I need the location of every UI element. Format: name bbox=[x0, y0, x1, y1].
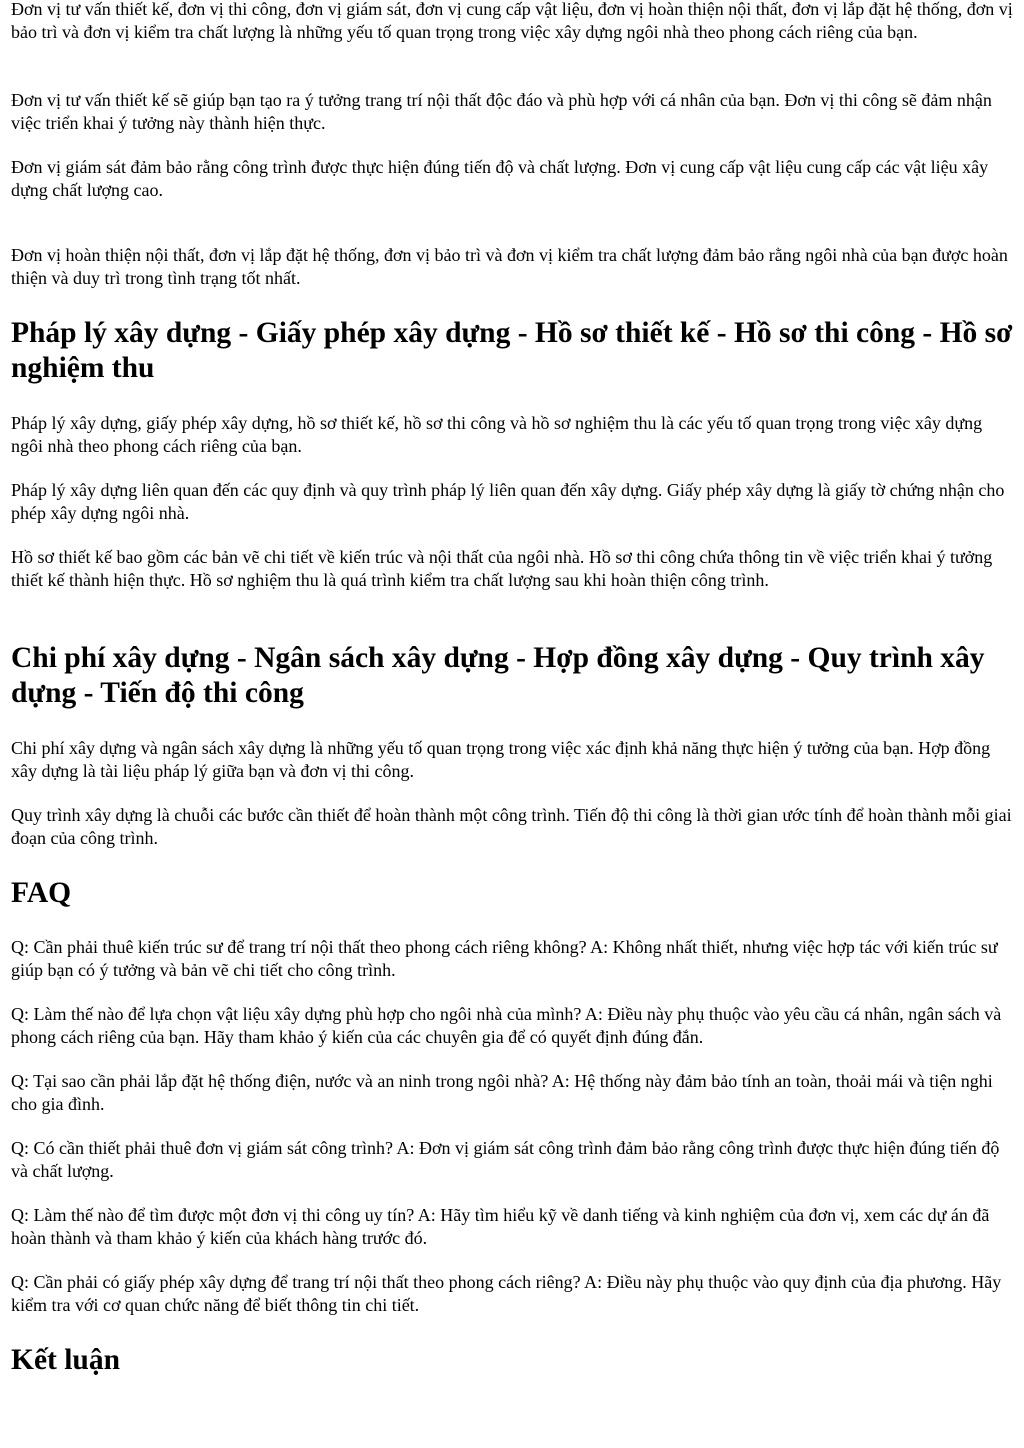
cost-paragraph-1: Chi phí xây dựng và ngân sách xây dựng là những yếu tố quan trọng trong việc xác định khả năng thực hiện ý tưởng của bạn. Hợp đồng xây dựng là tài liệu pháp lý giữa bạn và đơn vị thi công. bbox=[11, 738, 991, 782]
faq-item: Q: Cần phải thuê kiến trúc sư để trang trí nội thất theo phong cách riêng không? A: Không nhất thiết, nhưng việc hợp tác với kiến trúc sư giúp bạn có ý tưởng và bản vẽ chi tiết cho công trình. bbox=[11, 937, 998, 981]
section-heading-conclusion: Kết luận bbox=[11, 1344, 120, 1376]
legal-paragraph-1: Pháp lý xây dựng, giấy phép xây dựng, hồ sơ thiết kế, hồ sơ thi công và hồ sơ nghiệm thu là các yếu tố quan trọng trong việc xây dựng ngôi nhà theo phong cách riêng của bạn. bbox=[11, 413, 983, 457]
intro-paragraph-3: Đơn vị giám sát đảm bảo rằng công trình được thực hiện đúng tiến độ và chất lượng. Đơn vị cung cấp vật liệu cung cấp các vật liệu xây dựng chất lượng cao. bbox=[11, 157, 989, 201]
faq-item: Q: Có cần thiết phải thuê đơn vị giám sát công trình? A: Đơn vị giám sát công trình đảm bảo rằng công trình được thực hiện đúng tiến độ và chất lượng. bbox=[11, 1138, 1000, 1182]
cost-paragraph-2: Quy trình xây dựng là chuỗi các bước cần thiết để hoàn thành một công trình. Tiến độ thi công là thời gian ước tính để hoàn thành mỗi giai đoạn của công trình. bbox=[11, 805, 1012, 849]
legal-paragraph-3: Hồ sơ thiết kế bao gồm các bản vẽ chi tiết về kiến trúc và nội thất của ngôi nhà. Hồ sơ thi công chứa thông tin về việc triển khai ý tưởng thiết kế thành hiện thực. Hồ sơ nghiệm thu là quá trình kiểm tra chất lượng sau khi hoàn thiện công trình. bbox=[11, 547, 993, 591]
intro-paragraph-4: Đơn vị hoàn thiện nội thất, đơn vị lắp đặt hệ thống, đơn vị bảo trì và đơn vị kiểm tra chất lượng đảm bảo rằng ngôi nhà của bạn được hoàn thiện và duy trì trong tình trạng tốt nhất. bbox=[11, 245, 1008, 289]
faq-item: Q: Làm thế nào để lựa chọn vật liệu xây dựng phù hợp cho ngôi nhà của mình? A: Điều này phụ thuộc vào yêu cầu cá nhân, ngân sách và phong cách riêng của bạn. Hãy tham khảo ý kiến của các chuyên gia để có quyết định đúng đắn. bbox=[11, 1004, 1002, 1048]
section-heading-cost: Chi phí xây dựng - Ngân sách xây dựng - Hợp đồng xây dựng - Quy trình xây dựng - Tiến độ thi công bbox=[11, 642, 985, 709]
section-heading-faq: FAQ bbox=[11, 877, 72, 909]
intro-paragraph-1: Đơn vị tư vấn thiết kế, đơn vị thi công, đơn vị giám sát, đơn vị cung cấp vật liệu, đơn vị hoàn thiện nội thất, đơn vị lắp đặt hệ thống, đơn vị bảo trì và đơn vị kiểm tra chất lượng là những yếu tố quan trọng trong việc xây dựng ngôi nhà theo phong cách riêng của bạn. bbox=[11, 0, 1013, 43]
faq-item: Q: Cần phải có giấy phép xây dựng để trang trí nội thất theo phong cách riêng? A: Điều này phụ thuộc vào quy định của địa phương. Hãy kiểm tra với cơ quan chức năng để biết thông tin chi tiết. bbox=[11, 1272, 1002, 1316]
faq-item: Q: Tại sao cần phải lắp đặt hệ thống điện, nước và an ninh trong ngôi nhà? A: Hệ thống này đảm bảo tính an toàn, thoải mái và tiện nghi cho gia đình. bbox=[11, 1071, 993, 1115]
section-heading-legal: Pháp lý xây dựng - Giấy phép xây dựng - Hồ sơ thiết kế - Hồ sơ thi công - Hồ sơ nghiệm thu bbox=[11, 317, 1013, 384]
legal-paragraph-2: Pháp lý xây dựng liên quan đến các quy định và quy trình pháp lý liên quan đến xây dựng. Giấy phép xây dựng là giấy tờ chứng nhận cho phép xây dựng ngôi nhà. bbox=[11, 480, 1005, 524]
intro-paragraph-2: Đơn vị tư vấn thiết kế sẽ giúp bạn tạo ra ý tưởng trang trí nội thất độc đáo và phù hợp với cá nhân của bạn. Đơn vị thi công sẽ đảm nhận việc triển khai ý tưởng này thành hiện thực. bbox=[11, 90, 992, 134]
faq-item: Q: Làm thế nào để tìm được một đơn vị thi công uy tín? A: Hãy tìm hiểu kỹ về danh tiếng và kinh nghiệm của đơn vị, xem các dự án đã hoàn thành và tham khảo ý kiến của khách hàng trước đó. bbox=[11, 1205, 990, 1249]
